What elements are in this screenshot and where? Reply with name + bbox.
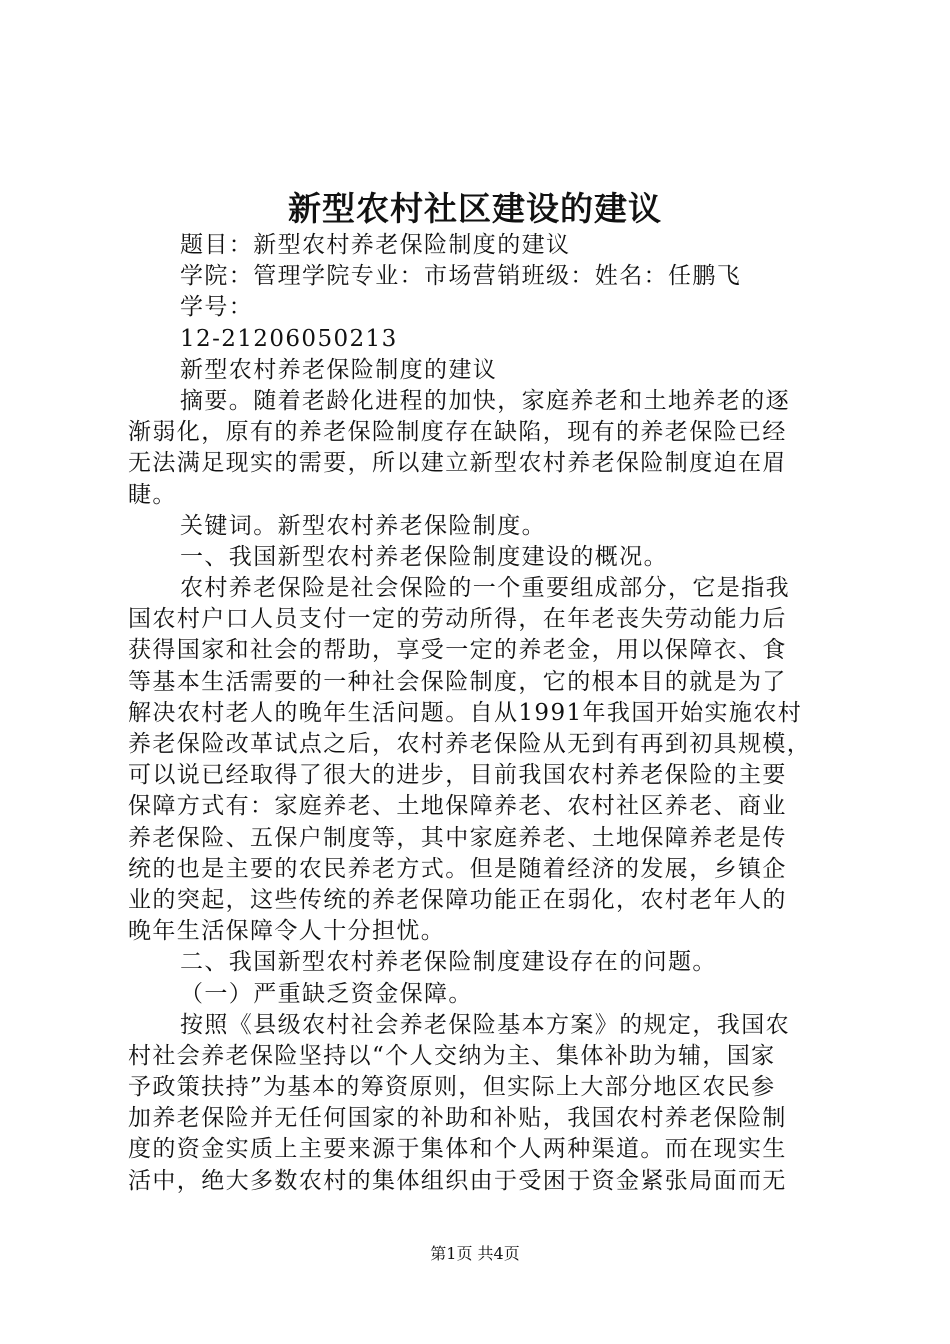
text-line-student-id-label: 学号： [180,294,254,321]
text-line: 保障方式有：家庭养老、土地保障养老、农村社区养老、商业 [128,793,787,820]
text-line: 等基本生活需要的一种社会保险制度，它的根本目的就是为了 [128,668,787,695]
text-line-keywords: 关键词。新型农村养老保险制度。 [180,512,546,539]
text-line: 业的突起，这些传统的养老保障功能正在弱化，农村老年人的 [128,886,787,913]
section-heading-2: 二、我国新型农村养老保险制度建设存在的问题。 [180,949,717,976]
section-heading-1: 一、我国新型农村养老保险制度建设的概况。 [180,543,668,570]
text-line: 可以说已经取得了很大的进步，目前我国农村养老保险的主要 [128,762,787,789]
text-line: 统的也是主要的农民养老方式。但是随着经济的发展，乡镇企 [128,855,787,882]
document-title: 新型农村社区建设的建议 [288,189,662,228]
text-line: 获得国家和社会的帮助，享受一定的养老金，用以保障衣、食 [128,637,787,664]
text-line: 国农村户口人员支付一定的劳动所得，在年老丧失劳动能力后 [128,606,787,633]
text-line: 按照《县级农村社会养老保险基本方案》的规定，我国农 [180,1011,790,1038]
text-line: 晚年生活保障令人十分担忧。 [128,918,446,945]
text-line: 养老保险、五保户制度等，其中家庭养老、土地保障养老是传 [128,824,787,851]
text-line: 渐弱化，原有的养老保险制度存在缺陷，现有的养老保险已经 [128,419,787,446]
subsection-heading-1: （一）严重缺乏资金保障。 [180,980,473,1007]
text-line: 加养老保险并无任何国家的补助和补贴，我国农村养老保险制 [128,1105,787,1132]
text-line: 农村养老保险是社会保险的一个重要组成部分，它是指我 [180,575,790,602]
text-line-student-id: 12-21206050213 [180,325,398,352]
text-line: 解决农村老人的晚年生活问题。自从1991年我国开始实施农村 [128,699,803,726]
text-line: 无法满足现实的需要，所以建立新型农村养老保险制度迫在眉 [128,450,787,477]
text-line: 予政策扶持”为基本的筹资原则，但实际上大部分地区农民参 [128,1074,776,1101]
document-body [128,230,828,1197]
text-line: 活中，绝大多数农村的集体组织由于受困于资金紧张局面而无 [128,1167,787,1194]
text-line-subject: 题目：新型农村养老保险制度的建议 [180,232,571,258]
text-line-college: 学院：管理学院专业：市场营销班级：姓名：任鹏飞 [180,263,742,290]
text-line: 村社会养老保险坚持以“个人交纳为主、集体补助为辅，国家 [128,1042,776,1069]
text-line-subtitle: 新型农村养老保险制度的建议 [180,356,498,383]
text-line: 睫。 [128,481,177,508]
page-footer: 第1页 共4页 [430,1244,520,1263]
text-line: 养老保险改革试点之后，农村养老保险从无到有再到初具规模， [128,731,812,757]
text-line: 度的资金实质上主要来源于集体和个人两种渠道。而在现实生 [128,1136,787,1163]
text-line-abstract: 摘要。随着老龄化进程的加快，家庭养老和土地养老的逐 [180,387,790,414]
